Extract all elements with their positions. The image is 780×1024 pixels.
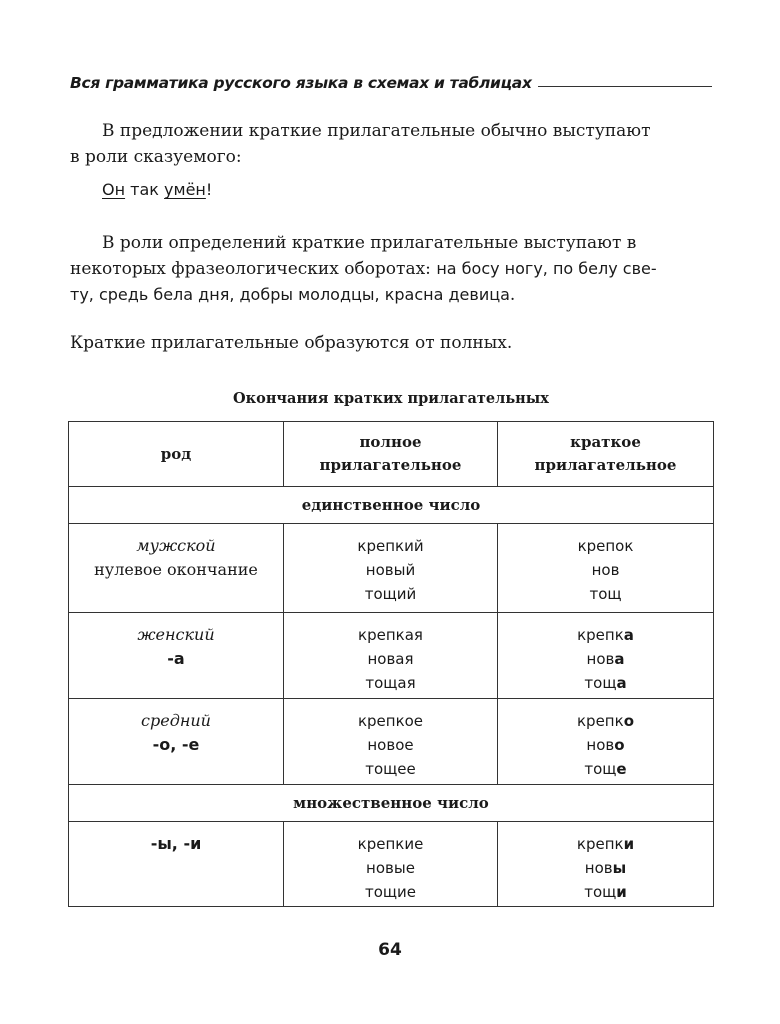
short-stem: тощ bbox=[584, 760, 617, 778]
header-full bbox=[284, 422, 498, 487]
p2-line3 bbox=[70, 282, 712, 308]
gender-name: средний bbox=[141, 711, 211, 730]
table-row bbox=[69, 822, 714, 907]
short-form bbox=[498, 558, 713, 582]
short-form bbox=[498, 880, 713, 904]
short-ending: ы bbox=[612, 859, 627, 877]
header-title: Вся грамматика русского языка в схемах и таблицах bbox=[70, 74, 532, 92]
example-end: ! bbox=[205, 180, 213, 199]
full-form: новое bbox=[367, 736, 414, 754]
table-caption: Окончания кратких прилагательных bbox=[233, 390, 549, 407]
section-plural-label: множественное число bbox=[69, 785, 714, 822]
short-stem: крепк bbox=[577, 626, 624, 644]
short-form bbox=[498, 733, 713, 757]
section-row-plural bbox=[69, 785, 714, 822]
p2-line3-period: . bbox=[509, 285, 516, 305]
short-stem: тощ bbox=[589, 585, 622, 603]
section-singular-label: единственное число bbox=[69, 487, 714, 524]
table-row bbox=[69, 699, 714, 785]
short-ending: а bbox=[623, 626, 634, 644]
gender-cell bbox=[69, 524, 284, 613]
short-forms-cell bbox=[498, 822, 714, 907]
short-ending: и bbox=[623, 835, 635, 853]
short-stem: нов bbox=[584, 859, 613, 877]
short-stem: тощ bbox=[584, 883, 617, 901]
gender-name: мужской bbox=[136, 536, 216, 555]
short-stem: крепок bbox=[577, 537, 634, 555]
full-form: крепкое bbox=[357, 712, 424, 730]
paragraph-formation: Краткие прилагательные образуются от полных. bbox=[70, 333, 513, 353]
short-stem: тощ bbox=[584, 674, 617, 692]
short-form bbox=[498, 832, 713, 856]
gender-cell bbox=[69, 699, 284, 785]
header-short bbox=[498, 422, 714, 487]
table-row bbox=[69, 524, 714, 613]
header-full-line1: полное bbox=[359, 433, 422, 451]
full-form: тощий bbox=[364, 585, 417, 603]
paragraph-predicate bbox=[70, 118, 712, 170]
full-form: новые bbox=[366, 859, 415, 877]
full-form: новый bbox=[365, 561, 416, 579]
full-form: крепкий bbox=[357, 537, 424, 555]
full-forms-cell bbox=[284, 613, 498, 699]
short-form bbox=[498, 582, 713, 606]
header-rule bbox=[538, 86, 712, 87]
short-forms-cell bbox=[498, 699, 714, 785]
endings-table bbox=[68, 421, 714, 907]
table-header-row bbox=[69, 422, 714, 487]
short-form bbox=[498, 623, 713, 647]
p2-line2-examples: на босу ногу, по белу све- bbox=[436, 259, 657, 278]
short-ending: о bbox=[614, 736, 625, 754]
short-ending: и bbox=[616, 883, 627, 901]
p1-line2: в роли сказуемого: bbox=[70, 147, 242, 167]
gender-cell bbox=[69, 822, 284, 907]
header-full-line2: прилагательное bbox=[319, 456, 462, 474]
short-ending: а bbox=[614, 650, 625, 668]
paragraph-attribute bbox=[70, 230, 712, 308]
short-form bbox=[498, 534, 713, 558]
gender-name: женский bbox=[137, 625, 215, 644]
short-ending: е bbox=[616, 760, 627, 778]
full-form: тощая bbox=[365, 674, 416, 692]
full-form: крепкая bbox=[358, 626, 423, 644]
p2-line3-examples: ту, средь бела дня, добры молодцы, красна девица bbox=[70, 285, 510, 304]
short-form bbox=[498, 856, 713, 880]
table-row bbox=[69, 613, 714, 699]
short-stem: нов bbox=[586, 736, 615, 754]
short-stem: крепк bbox=[577, 712, 624, 730]
short-ending: а bbox=[616, 674, 627, 692]
gender-ending-desc: нулевое окончание bbox=[94, 560, 258, 579]
page-number: 64 bbox=[378, 940, 402, 960]
running-header bbox=[70, 64, 712, 92]
gender-ending: -о, -е bbox=[152, 735, 200, 754]
short-form bbox=[498, 671, 713, 695]
short-form bbox=[498, 709, 713, 733]
p2-line2-text: некоторых фразеологических оборотах: bbox=[70, 259, 437, 279]
short-form bbox=[498, 757, 713, 781]
header-short-line2: прилагательное bbox=[534, 456, 677, 474]
section-row-singular bbox=[69, 487, 714, 524]
p2-line2 bbox=[70, 256, 712, 282]
short-forms-cell bbox=[498, 524, 714, 613]
header-short-line1: краткое bbox=[570, 433, 641, 451]
header-gender: род bbox=[69, 422, 284, 487]
gender-ending: -ы, -и bbox=[150, 834, 202, 853]
gender-cell bbox=[69, 613, 284, 699]
full-forms-cell bbox=[284, 699, 498, 785]
short-stem: нов bbox=[591, 561, 620, 579]
p2-line1: В роли определений краткие прилагательные выступают в bbox=[102, 233, 637, 253]
short-forms-cell bbox=[498, 613, 714, 699]
full-form: крепкие bbox=[357, 835, 424, 853]
full-form: тощее bbox=[365, 760, 416, 778]
example-middle: так bbox=[125, 180, 165, 199]
short-ending: о bbox=[623, 712, 634, 730]
example-predicate: умён bbox=[164, 180, 206, 199]
example-sentence bbox=[102, 180, 212, 199]
short-form bbox=[498, 647, 713, 671]
full-forms-cell bbox=[284, 524, 498, 613]
p1-line1: В предложении краткие прилагательные обычно выступают bbox=[102, 121, 651, 141]
example-subject: Он bbox=[102, 180, 126, 199]
short-stem: крепк bbox=[576, 835, 624, 853]
full-form: тощие bbox=[364, 883, 417, 901]
gender-ending: -а bbox=[167, 649, 185, 668]
full-forms-cell bbox=[284, 822, 498, 907]
full-form: новая bbox=[367, 650, 414, 668]
short-stem: нов bbox=[586, 650, 615, 668]
